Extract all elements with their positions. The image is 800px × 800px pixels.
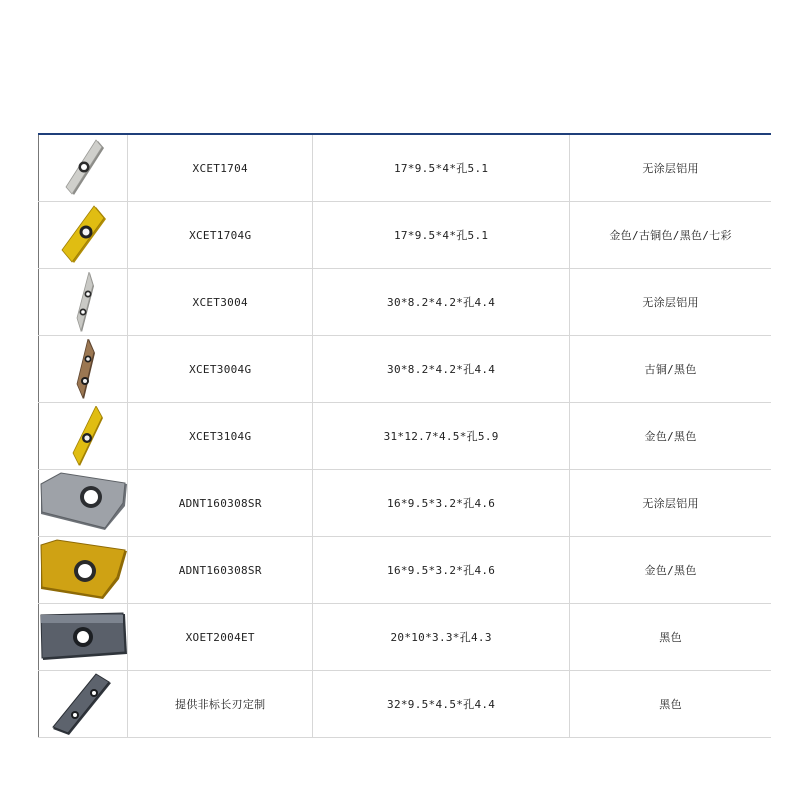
rectangular-insert-icon [39, 539, 127, 601]
model-cell: XCET3004 [128, 269, 313, 336]
spec-cell: 17*9.5*4*孔5.1 [313, 202, 570, 269]
spec-cell: 31*12.7*4.5*孔5.9 [313, 403, 570, 470]
table-row [39, 202, 772, 269]
insert-image-cell [39, 134, 128, 202]
spec-cell: 30*8.2*4.2*孔4.4 [313, 336, 570, 403]
note-cell: 古铜/黑色 [570, 336, 771, 403]
spec-cell: 30*8.2*4.2*孔4.4 [313, 269, 570, 336]
spec-cell: 16*9.5*3.2*孔4.6 [313, 537, 570, 604]
model-cell: XOET2004ET [128, 604, 313, 671]
table-row [39, 470, 772, 537]
spec-cell: 16*9.5*3.2*孔4.6 [313, 470, 570, 537]
insert-image-cell [39, 336, 128, 403]
table-row [39, 134, 772, 202]
model-cell: XCET1704G [128, 202, 313, 269]
note-cell: 金色/黑色 [570, 403, 771, 470]
insert-image-cell [39, 269, 128, 336]
note-cell: 无涂层铝用 [570, 470, 771, 537]
note-cell: 金色/黑色 [570, 537, 771, 604]
model-cell: XCET3104G [128, 403, 313, 470]
insert-image-cell [39, 202, 128, 269]
note-cell: 无涂层铝用 [570, 134, 771, 202]
model-cell: ADNT160308SR [128, 537, 313, 604]
table-row [39, 671, 772, 738]
model-cell: 提供非标长刃定制 [128, 671, 313, 738]
table-row [39, 336, 772, 403]
model-cell: XCET3004G [128, 336, 313, 403]
note-cell: 黑色 [570, 671, 771, 738]
insert-image-cell [39, 403, 128, 470]
rectangular-insert-flat-icon [39, 612, 127, 662]
model-cell: ADNT160308SR [128, 470, 313, 537]
model-cell: XCET1704 [128, 134, 313, 202]
diamond-insert-long-icon [48, 272, 118, 332]
rectangular-insert-icon [39, 472, 127, 534]
insert-image-cell [39, 470, 128, 537]
insert-image-cell [39, 604, 128, 671]
diamond-insert-long-icon [48, 339, 118, 399]
table-row [39, 604, 772, 671]
spec-cell: 32*9.5*4.5*孔4.4 [313, 671, 570, 738]
insert-spec-table [38, 133, 771, 738]
spec-cell: 17*9.5*4*孔5.1 [313, 134, 570, 202]
diamond-insert-small-icon [48, 205, 118, 265]
insert-image-cell [39, 671, 128, 738]
table-row [39, 403, 772, 470]
note-cell: 无涂层铝用 [570, 269, 771, 336]
diamond-insert-medium-icon [48, 406, 118, 466]
spec-cell: 20*10*3.3*孔4.3 [313, 604, 570, 671]
insert-image-cell [39, 537, 128, 604]
note-cell: 金色/古铜色/黑色/七彩 [570, 202, 771, 269]
long-blade-insert-icon [39, 673, 127, 735]
table-row [39, 269, 772, 336]
table-row [39, 537, 772, 604]
diamond-insert-small-icon [48, 138, 118, 198]
note-cell: 黑色 [570, 604, 771, 671]
